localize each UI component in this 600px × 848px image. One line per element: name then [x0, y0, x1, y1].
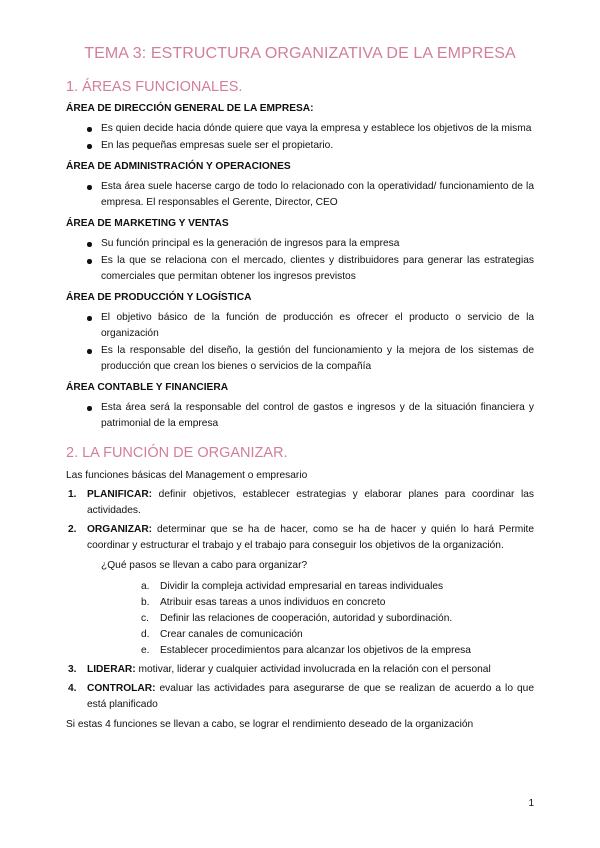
step-item — [87, 595, 534, 611]
section-2-heading: 2. LA FUNCIÓN DE ORGANIZAR. — [66, 445, 288, 461]
section-2-intro: Las funciones básicas del Management o empresario — [66, 470, 308, 481]
bullet-item: En las pequeñas empresas suele ser el propietario. — [66, 138, 534, 154]
area-heading: ÁREA DE PRODUCCIÓN Y LOGÍSTICA — [66, 292, 252, 303]
page-number: 1 — [528, 798, 534, 809]
function-text: definir objetivos, establecer estrategias y elaborar planes para coordinar las actividades. — [87, 489, 534, 516]
bullet-item: Es la responsable del diseño, la gestión del funcionamiento y la mejora de los sistemas de producción que crean los bienes o servicios de la compañía — [66, 343, 534, 375]
bullet-item: Es la que se relaciona con el mercado, clientes y distribuidores para generar las estrategias comerciales que permitan obtener los ingresos previstos — [66, 253, 534, 285]
function-text: evaluar las actividades para asegurarse de que se realizan de acuerdo a lo que está planificado — [87, 683, 534, 710]
step-text: Establecer procedimientos para alcanzar los objetivos de la empresa — [160, 645, 471, 656]
area-contable — [66, 381, 534, 432]
bullet-item: El objetivo básico de la función de producción es ofrecer el producto o servicio de la organización — [66, 310, 534, 342]
bullet-item: Es quien decide hacia dónde quiere que vaya la empresa y establece los objetivos de la misma — [66, 121, 534, 137]
steps-list — [87, 579, 534, 659]
area-direccion — [66, 102, 534, 154]
bullet-item: Su función principal es la generación de ingresos para la empresa — [66, 236, 534, 252]
step-text: Atribuir esas tareas a unos individuos en concreto — [160, 597, 386, 608]
document-title: TEMA 3: ESTRUCTURA ORGANIZATIVA DE LA EMPRESA — [84, 45, 516, 62]
list-number: 1. — [68, 489, 77, 500]
area-administracion — [66, 160, 534, 211]
closing-sentence: Si estas 4 funciones se llevan a cabo, se lograr el rendimiento deseado de la organización — [66, 719, 474, 730]
function-text: motivar, liderar y cualquier actividad involucrada en la relación con el personal — [135, 664, 491, 675]
function-text: determinar que se ha de hacer, como se ha de hacer y quién lo hará Permite coordinar y estructurar el trabajo y el trabajo para conseguir los objetivos de la organización. — [87, 524, 534, 551]
function-item — [66, 681, 534, 713]
functions-list — [66, 487, 534, 713]
function-term: CONTROLAR: — [87, 683, 156, 694]
area-heading: ÁREA DE MARKETING Y VENTAS — [66, 218, 229, 229]
bullet-item: Esta área suele hacerse cargo de todo lo relacionado con la operatividad/ funcionamiento de la empresa. El responsables el Gerente, Director, CEO — [66, 179, 534, 211]
function-term: PLANIFICAR: — [87, 489, 153, 500]
step-item — [87, 579, 534, 595]
list-number: 4. — [68, 683, 77, 694]
area-heading: ÁREA DE ADMINISTRACIÓN Y OPERACIONES — [66, 161, 291, 172]
step-text: Definir las relaciones de cooperación, autoridad y subordinación. — [160, 613, 453, 624]
step-item — [87, 627, 534, 643]
step-item — [87, 611, 534, 627]
area-marketing — [66, 217, 534, 285]
steps-question: ¿Qué pasos se llevan a cabo para organizar? — [101, 560, 308, 571]
step-letter: d. — [141, 629, 150, 640]
function-term: LIDERAR: — [87, 664, 136, 675]
function-item — [66, 662, 534, 678]
section-1-heading: 1. ÁREAS FUNCIONALES. — [66, 79, 243, 95]
list-number: 2. — [68, 524, 77, 535]
function-item — [66, 487, 534, 519]
function-term: ORGANIZAR: — [87, 524, 153, 535]
area-heading: ÁREA CONTABLE Y FINANCIERA — [66, 382, 229, 393]
bullet-item: Esta área será la responsable del control de gastos e ingresos y de la situación financiera y patrimonial de la empresa — [66, 400, 534, 432]
step-text: Crear canales de comunicación — [160, 629, 303, 640]
step-letter: b. — [141, 597, 150, 608]
step-letter: a. — [141, 581, 150, 592]
function-item — [66, 522, 534, 659]
list-number: 3. — [68, 664, 77, 675]
area-produccion — [66, 291, 534, 375]
area-heading: ÁREA DE DIRECCIÓN GENERAL DE LA EMPRESA: — [66, 103, 314, 114]
step-letter: c. — [141, 613, 149, 624]
step-text: Dividir la compleja actividad empresarial en tareas individuales — [160, 581, 444, 592]
step-item — [87, 643, 534, 659]
step-letter: e. — [141, 645, 150, 656]
